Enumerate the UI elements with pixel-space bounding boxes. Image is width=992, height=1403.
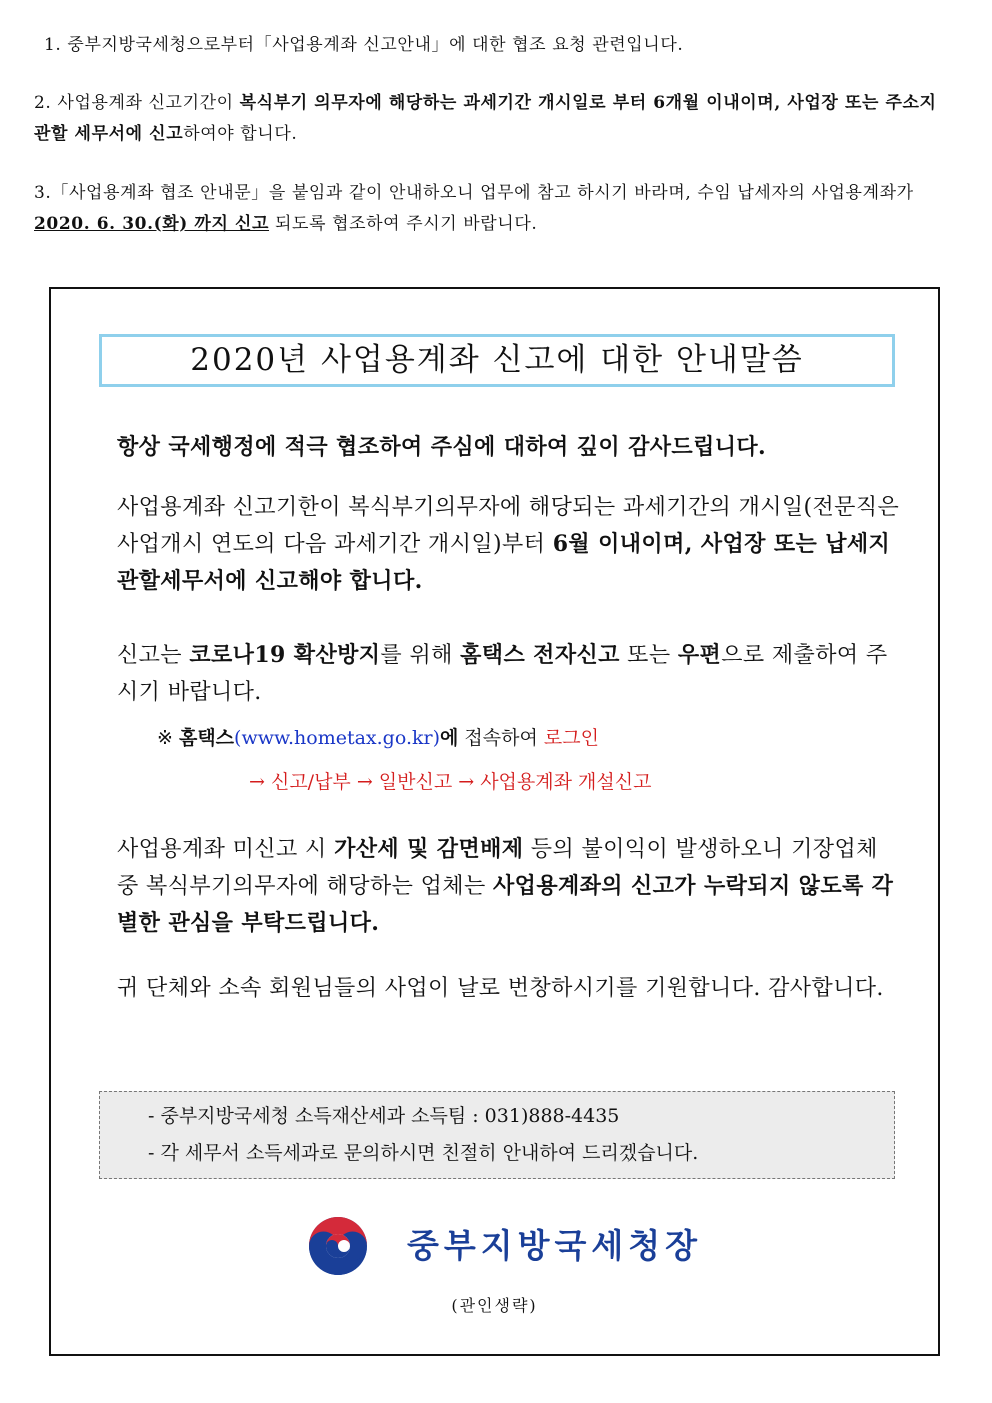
text: 으로 제출하여 주시기 바랍니다. xyxy=(117,643,888,705)
intro-paragraph-3 xyxy=(34,178,958,240)
bold-text: 복식부기 의무자에 해당하는 과세기간 개시일로 부터 6개월 이내이며, 사업장 또는 주소지 관할 세무서에 신고 xyxy=(34,93,937,144)
bold-text: 우편 xyxy=(677,642,722,668)
text: 등의 불이익이 발생하오니 기장업체 중 복식부기의무자에 해당하는 업체는 xyxy=(117,837,878,899)
hometax-note xyxy=(157,723,599,753)
hometax-url[interactable]: (www.hometax.go.kr) xyxy=(234,727,440,749)
note-mark: ※ xyxy=(157,727,179,749)
text: 2. 사업용계좌 신고기간이 xyxy=(34,93,240,113)
penalty-paragraph xyxy=(117,831,901,942)
contact-line-2: - 각 세무서 소득세과로 문의하시면 친절히 안내하여 드리겠습니다. xyxy=(148,1142,699,1164)
text: 3.「사업용계좌 협조 안내문」을 붙임과 같이 안내하오니 업무에 참고 하시기 바라며, 수임 납세자의 사업용계좌가 xyxy=(34,183,914,203)
intro-paragraph-2 xyxy=(34,88,958,150)
deadline-paragraph xyxy=(117,489,901,600)
closing-paragraph: 귀 단체와 소속 회원님들의 사업이 날로 번창하시기를 기원합니다. 감사합니다. xyxy=(117,976,884,1001)
intro-paragraph-1: 1. 중부지방국세청으로부터「사업용계좌 신고안내」에 대한 협조 요청 관련입니다. xyxy=(44,35,684,55)
bold-text: 가산세 및 감면배제 xyxy=(334,836,524,862)
contact-line-1: - 중부지방국세청 소득재산세과 소득팀 : 031)888-4435 xyxy=(148,1105,620,1127)
contact-box xyxy=(99,1091,895,1179)
text: 접속하여 xyxy=(458,727,544,749)
menu-path: → 신고/납부 → 일반신고 → 사업용계좌 개설신고 xyxy=(249,771,652,793)
text: 사업용계좌 미신고 시 xyxy=(117,837,335,862)
bold-text: 사업용계좌의 신고가 누락되지 않도록 각별한 관심을 부탁드립니다. xyxy=(117,873,894,936)
filing-method-paragraph xyxy=(117,637,901,711)
text: 에 xyxy=(440,727,459,749)
hometax-label: 홈택스 xyxy=(178,727,235,749)
text: 사업용계좌 신고기한이 복식부기의무자에 해당되는 과세기간의 개시일(전문직은 사업개시 연도의 다음 과세기간 개시일)부터 xyxy=(117,495,900,557)
login-step: 로그인 xyxy=(543,727,599,749)
text: 되도록 협조하여 주시기 바랍니다. xyxy=(269,214,538,234)
greeting: 항상 국세행정에 적극 협조하여 주심에 대하여 깊이 감사드립니다. xyxy=(117,434,767,460)
text: 를 위해 xyxy=(380,643,461,668)
issuer-name: 중부지방국세청장 xyxy=(407,1226,703,1265)
notice-box xyxy=(49,287,940,1356)
deadline-text: 2020. 6. 30.(화) 까지 신고 xyxy=(34,214,270,234)
text: 신고는 xyxy=(117,643,190,668)
text: 하여야 합니다. xyxy=(183,124,298,144)
notice-title: 2020년 사업용계좌 신고에 대한 안내말씀 xyxy=(99,334,895,387)
seal-omitted-note: (관인생략) xyxy=(451,1296,538,1315)
bold-text: 코로나19 확산방지 xyxy=(189,642,381,668)
taegeuk-emblem-icon xyxy=(307,1215,369,1277)
bold-text: 6월 이내이며, 사업장 또는 납세지 관할세무서에 신고해야 합니다. xyxy=(117,531,891,594)
bold-text: 홈택스 전자신고 xyxy=(460,642,620,668)
text: 또는 xyxy=(619,643,678,668)
